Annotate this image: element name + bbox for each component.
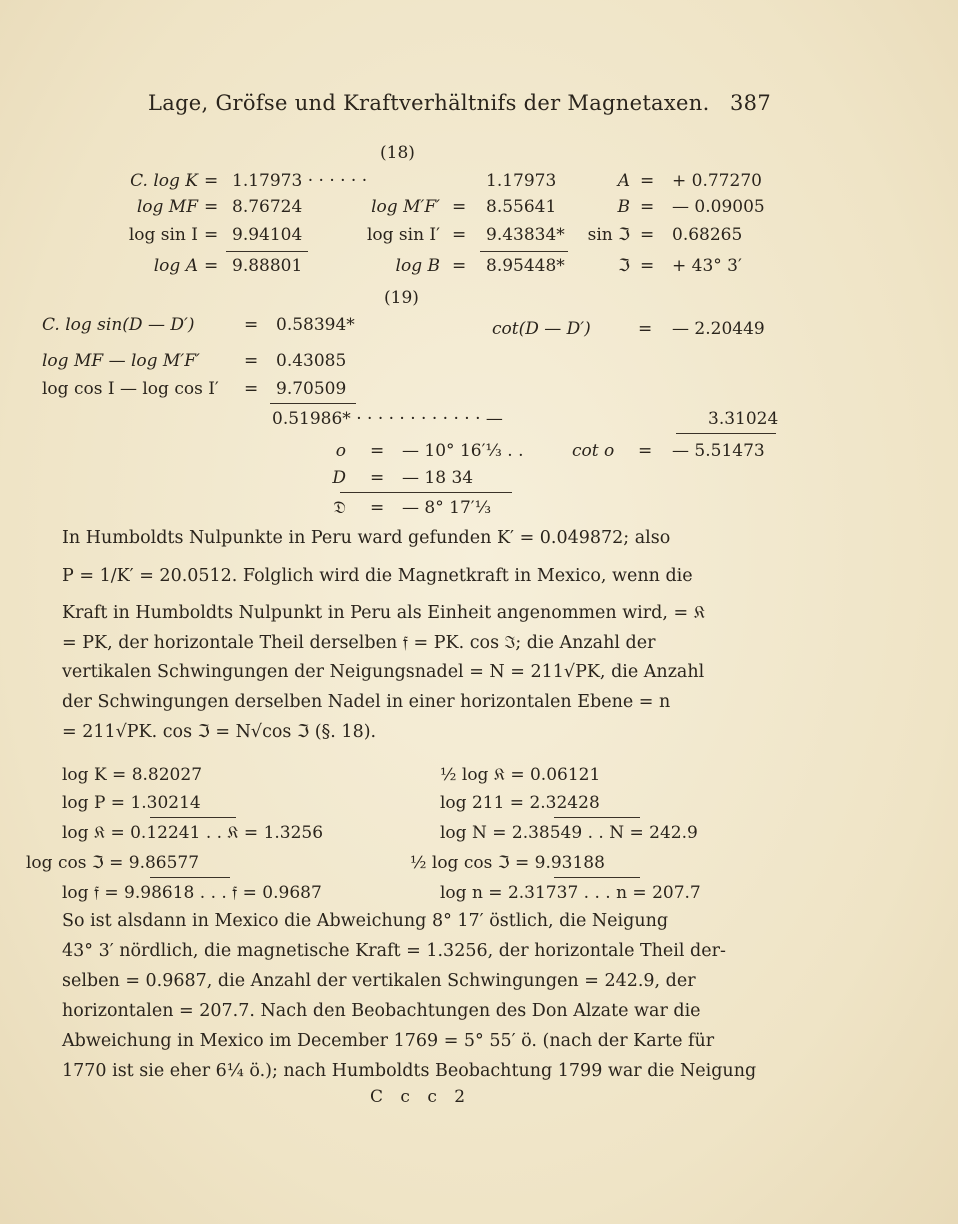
paragraph-humboldt xyxy=(62,524,782,747)
text-line: vertikalen Schwingungen der Neigungsnadel = N = 211√PK, die Anzahl xyxy=(62,662,705,683)
text-line: der Schwingungen derselben Nadel in einer horizontalen Ebene = n xyxy=(62,691,671,712)
eq-result: 3.31024 xyxy=(708,409,779,429)
eq-lhs: log A xyxy=(153,256,198,276)
eq-sign: = xyxy=(640,256,655,276)
page-number: 387 xyxy=(730,91,771,115)
eq-sign: = xyxy=(452,197,467,217)
eq-rhs: 9.88801 xyxy=(232,256,303,276)
eq-rhs: — 8° 17′⅓ xyxy=(402,498,492,518)
text-line: Abweichung in Mexico im December 1769 = 5° 55′ ö. (nach der Karte für xyxy=(62,1031,715,1051)
text-line: 1770 ist sie eher 6¼ ö.); nach Humboldts Beobachtung 1799 war die Neigung xyxy=(62,1061,757,1081)
signature-mark: C c c 2 xyxy=(370,1087,472,1107)
eq-lhs: B xyxy=(617,197,630,217)
calc-left: log P = 1.30214 xyxy=(62,793,201,813)
eq-rhs: 0.68265 xyxy=(672,225,743,245)
eq-lhs: sin ℑ xyxy=(587,225,630,245)
eq-lhs: log MF — log M′F′ xyxy=(42,351,200,371)
eq-lhs: log cos I — log cos I′ xyxy=(42,379,219,399)
calc-left: log 𝔣 = 9.98618 . . . 𝔣 = 0.9687 xyxy=(62,883,322,903)
eq-lhs: C. log K xyxy=(130,171,198,191)
eq-rhs: — 10° 16′⅓ . . xyxy=(402,441,524,461)
eq-sign: = xyxy=(638,319,653,339)
eq-sign: = xyxy=(640,197,655,217)
equation-label-18: (18) xyxy=(380,143,415,163)
eq-sign: = xyxy=(370,468,385,488)
eq-lhs: log sin I′ xyxy=(366,225,440,245)
eq-sign: = xyxy=(452,225,467,245)
eq-sign: = xyxy=(204,171,219,191)
calc-right: log N = 2.38549 . . N = 242.9 xyxy=(440,823,698,843)
text-line: Kraft in Humboldts Nulpunkt in Peru als Einheit angenommen wird, = 𝔎 xyxy=(62,603,706,624)
calc-left: log K = 8.82027 xyxy=(62,765,203,785)
eq-lhs: 𝔇 xyxy=(333,498,346,518)
eq-sign: = xyxy=(204,225,219,245)
calc-right: log 211 = 2.32428 xyxy=(440,793,600,813)
eq-sign: = xyxy=(638,441,653,461)
rule xyxy=(150,877,230,878)
rule xyxy=(340,492,512,493)
text-line: = PK, der horizontale Theil derselben 𝔣 = PK. cos ℑ; die Anzahl der xyxy=(62,632,656,653)
text-line: 43° 3′ nördlich, die magnetische Kraft = 1.3256, der horizontale Theil der- xyxy=(62,941,726,961)
eq-rhs: + 0.77270 xyxy=(672,171,762,191)
rule xyxy=(226,251,308,252)
eq-rhs: 8.95448* xyxy=(486,256,565,276)
rule xyxy=(676,433,776,434)
eq-rhs: 9.43834* xyxy=(486,225,565,245)
text-line: = 211√PK. cos ℑ = N√cos ℑ (§. 18). xyxy=(62,721,377,742)
text-line: In Humboldts Nulpunkte in Peru ward gefunden K′ = 0.049872; also xyxy=(62,528,671,548)
eq-sign: = xyxy=(452,256,467,276)
eq-sum: 0.51986* · · · · · · · · · · · · — xyxy=(272,409,503,429)
text-line: P = 1/K′ = 20.0512. Folglich wird die Magnetkraft in Mexico, wenn die xyxy=(62,565,693,586)
calc-right: ½ log 𝔎 = 0.06121 xyxy=(440,765,601,785)
rule xyxy=(554,877,640,878)
eq-lhs: log M′F′ xyxy=(371,197,440,217)
running-header: Lage, Gröfse und Kraftverhältnifs der Magnetaxen. xyxy=(148,91,710,115)
eq-lhs: cot(D — D′) xyxy=(492,319,591,339)
eq-lhs: C. log sin(D — D′) xyxy=(42,315,195,335)
eq-sign: = xyxy=(244,379,259,399)
eq-lhs: log B xyxy=(395,256,440,276)
rule xyxy=(270,403,356,404)
rule xyxy=(554,817,640,818)
eq-lhs: cot o xyxy=(572,441,615,461)
calc-left: log cos ℑ = 9.86577 xyxy=(26,853,200,873)
rule xyxy=(150,817,236,818)
eq-sign: = xyxy=(370,441,385,461)
text-line: selben = 0.9687, die Anzahl der vertikalen Schwingungen = 242.9, der xyxy=(62,971,696,991)
eq-lhs: o xyxy=(335,441,346,461)
equation-label-19: (19) xyxy=(384,288,419,308)
eq-lhs: log MF xyxy=(136,197,198,217)
eq-rhs: — 0.09005 xyxy=(672,197,765,217)
eq-lhs: D xyxy=(332,468,346,488)
calc-right: log n = 2.31737 . . . n = 207.7 xyxy=(440,883,701,903)
eq-sign: = xyxy=(640,225,655,245)
calc-left: log 𝔎 = 0.12241 . . 𝔎 = 1.3256 xyxy=(62,823,324,843)
calc-right: ½ log cos ℑ = 9.93188 xyxy=(410,853,605,873)
eq-rhs: 8.55641 xyxy=(486,197,557,217)
paragraph-conclusion xyxy=(62,906,782,1086)
eq-rhs: — 18 34 xyxy=(402,468,474,488)
text-line: So ist alsdann in Mexico die Abweichung 8° 17′ östlich, die Neigung xyxy=(62,911,669,931)
eq-rhs: 8.76724 xyxy=(232,197,303,217)
eq-sign: = xyxy=(244,351,259,371)
eq-rhs: — 2.20449 xyxy=(672,319,765,339)
eq-sign: = xyxy=(204,256,219,276)
eq-lhs: log sin I xyxy=(128,225,198,245)
eq-rhs: 0.43085 xyxy=(276,351,347,371)
eq-sign: = xyxy=(204,197,219,217)
eq-rhs: — 5.51473 xyxy=(672,441,765,461)
text-line: horizontalen = 207.7. Nach den Beobachtungen des Don Alzate war die xyxy=(62,1001,701,1021)
eq-lhs: ℑ xyxy=(618,256,630,276)
eq-rhs: 9.70509 xyxy=(276,379,347,399)
eq-rhs: 1.17973 xyxy=(486,171,557,191)
eq-sign: = xyxy=(370,498,385,518)
eq-rhs: + 43° 3′ xyxy=(672,256,742,276)
eq-lhs: A xyxy=(617,171,630,191)
eq-rhs: 0.58394* xyxy=(276,315,355,335)
eq-rhs: 1.17973 · · · · · · xyxy=(232,171,368,191)
eq-sign: = xyxy=(640,171,655,191)
eq-rhs: 9.94104 xyxy=(232,225,303,245)
eq-sign: = xyxy=(244,315,259,335)
rule xyxy=(480,251,568,252)
